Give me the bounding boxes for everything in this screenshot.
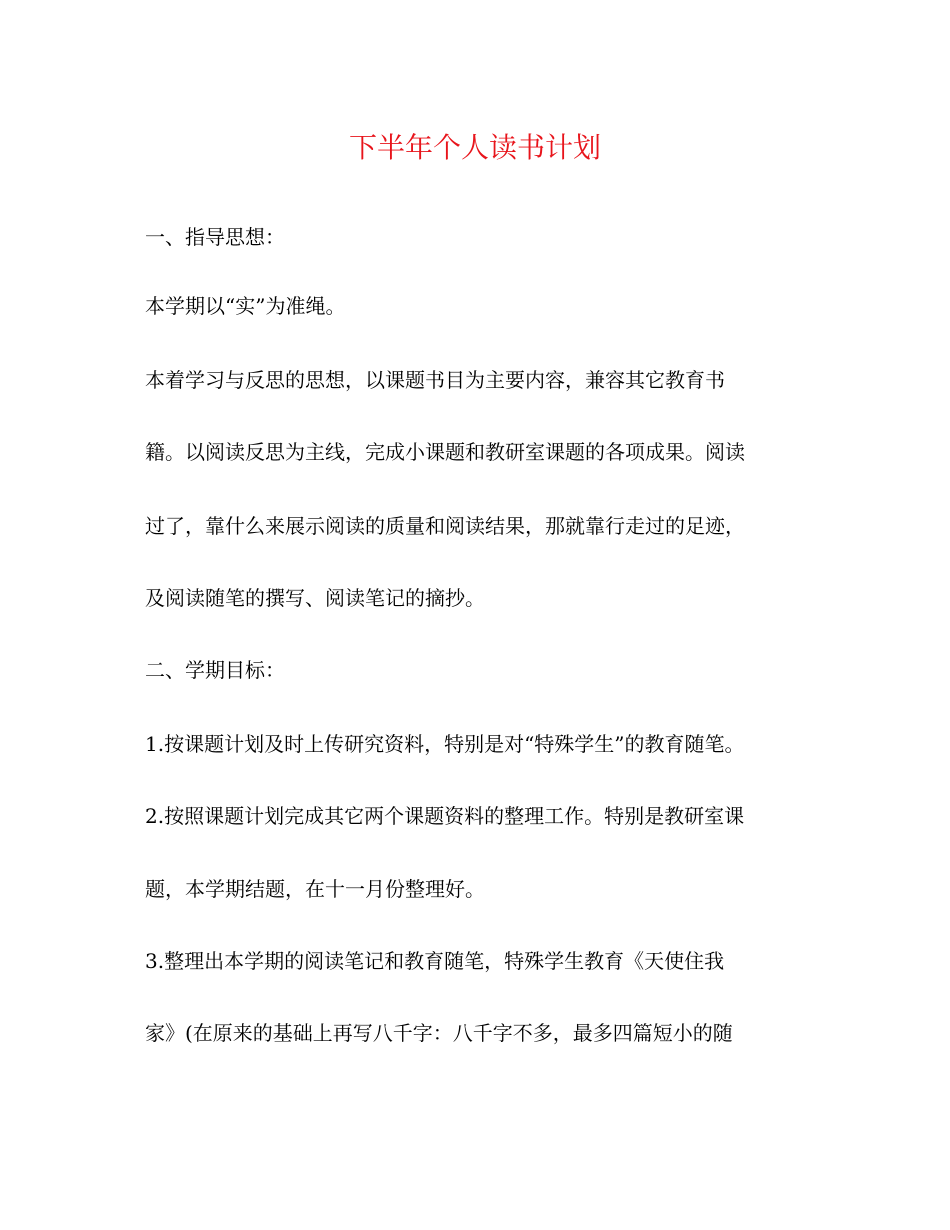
paragraph-line: 及阅读随笔的撰写、阅读笔记的摘抄。 bbox=[145, 586, 485, 610]
document-title: 下半年个人读书计划 bbox=[348, 131, 601, 164]
list-item-goal-1: 1.按课题计划及时上传研究资料，特别是对“特殊学生”的教育随笔。 bbox=[145, 732, 745, 756]
paragraph-line: 过了，靠什么来展示阅读的质量和阅读结果，那就靠行走过的足迹， bbox=[145, 514, 745, 538]
paragraph-line: 题，本学期结题，在十一月份整理好。 bbox=[145, 877, 485, 901]
section-heading-guiding-thought: 一、指导思想： bbox=[145, 225, 285, 249]
paragraph-line: 本着学习与反思的思想，以课题书目为主要内容，兼容其它教育书 bbox=[145, 368, 725, 392]
section-heading-semester-goals: 二、学期目标： bbox=[145, 658, 285, 682]
paragraph-line: 本学期以“实”为准绳。 bbox=[145, 294, 346, 318]
list-item-goal-2: 2.按照课题计划完成其它两个课题资料的整理工作。特别是教研室课 bbox=[145, 804, 745, 828]
paragraph-line: 家》(在原来的基础上再写八千字：八千字不多，最多四篇短小的随 bbox=[145, 1021, 733, 1045]
list-item-goal-3: 3.整理出本学期的阅读笔记和教育随笔，特殊学生教育《天使住我 bbox=[145, 949, 725, 973]
paragraph-line: 籍。以阅读反思为主线，完成小课题和教研室课题的各项成果。阅读 bbox=[145, 440, 745, 464]
